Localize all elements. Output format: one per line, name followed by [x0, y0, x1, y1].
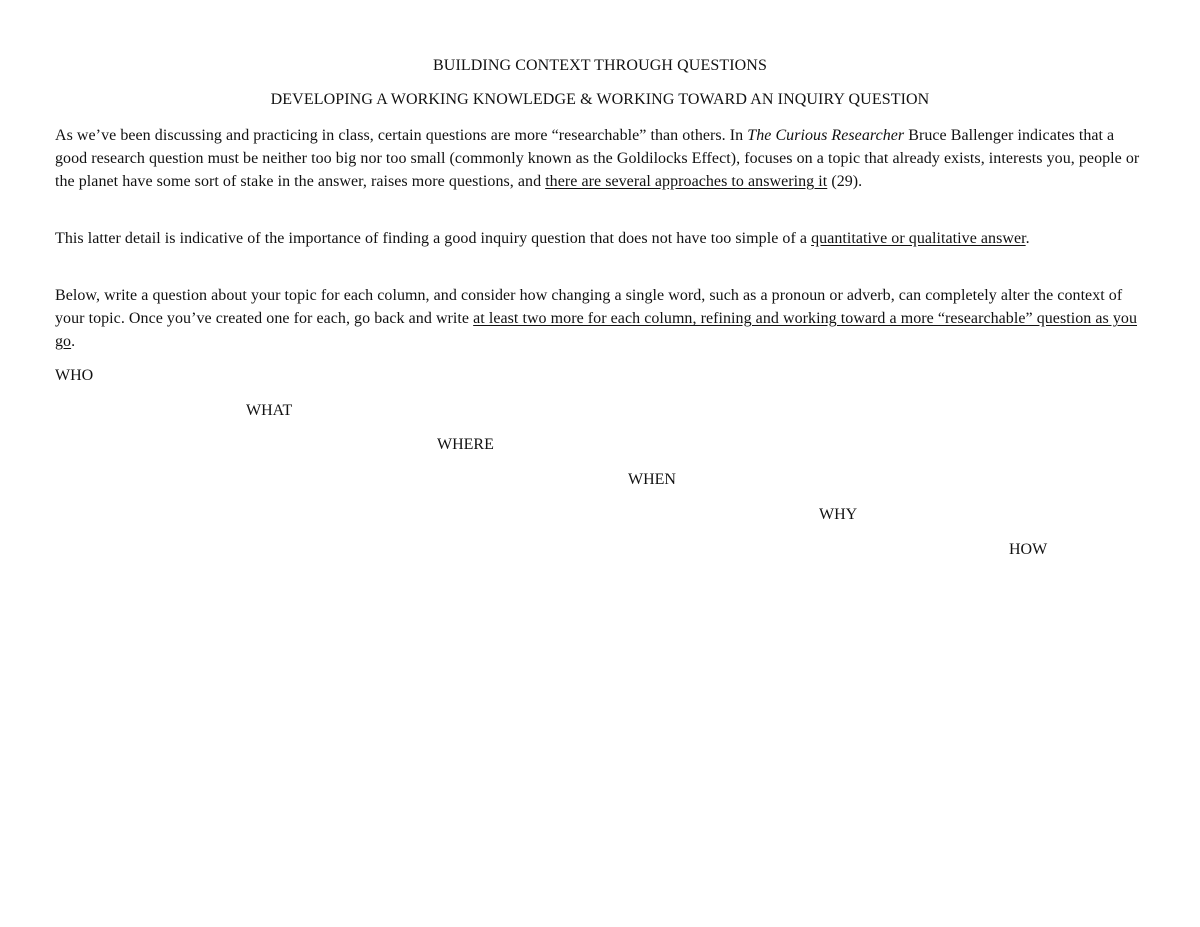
column-label-why: WHY	[819, 506, 858, 523]
underlined-phrase-approaches: there are several approaches to answering it	[545, 173, 828, 190]
column-label-how: HOW	[1009, 541, 1048, 558]
column-label-when: WHEN	[628, 471, 676, 488]
paragraph-instructions	[55, 284, 1145, 353]
document-title: BUILDING CONTEXT THROUGH QUESTIONS	[433, 57, 767, 74]
paragraph-intro-text-1: As we’ve been discussing and practicing in class, certain questions are more “researchable” than others. In	[55, 127, 748, 144]
paragraph-intro-text-2: Bruce Ballenger indicates that a good research question must be neither too big nor too small (commonly known as the Goldilocks Effect), focuses on a topic that already exists, interests you, people or the planet have some sort of stake in the answer, raises more questions, and	[55, 127, 1140, 190]
column-label-where: WHERE	[437, 436, 494, 453]
book-title: The Curious Researcher	[747, 127, 905, 144]
paragraph-latter-text-1: This latter detail is indicative of the importance of finding a good inquiry question that does not have too simple of a	[55, 230, 812, 247]
underlined-phrase-answer-type: quantitative or qualitative answer	[811, 230, 1026, 247]
paragraph-instructions-text-2: .	[71, 333, 76, 350]
paragraph-instructions-text-1: Below, write a question about your topic for each column, and consider how changing a single word, such as a pronoun or adverb, can completely alter the context of your topic. Once you’ve created one for each, go back and write	[55, 287, 1123, 327]
document-subtitle: DEVELOPING A WORKING KNOWLEDGE & WORKING TOWARD AN INQUIRY QUESTION	[270, 91, 930, 108]
column-label-who: WHO	[55, 367, 94, 384]
underlined-phrase-refining: at least two more for each column, refining and working toward a more “researchable” question as you go	[55, 310, 1138, 350]
paragraph-intro	[55, 124, 1145, 193]
paragraph-intro-text-3: (29).	[827, 173, 863, 190]
column-label-what: WHAT	[246, 402, 293, 419]
paragraph-latter-text-2: .	[1025, 230, 1030, 247]
paragraph-latter-detail	[55, 227, 1145, 250]
